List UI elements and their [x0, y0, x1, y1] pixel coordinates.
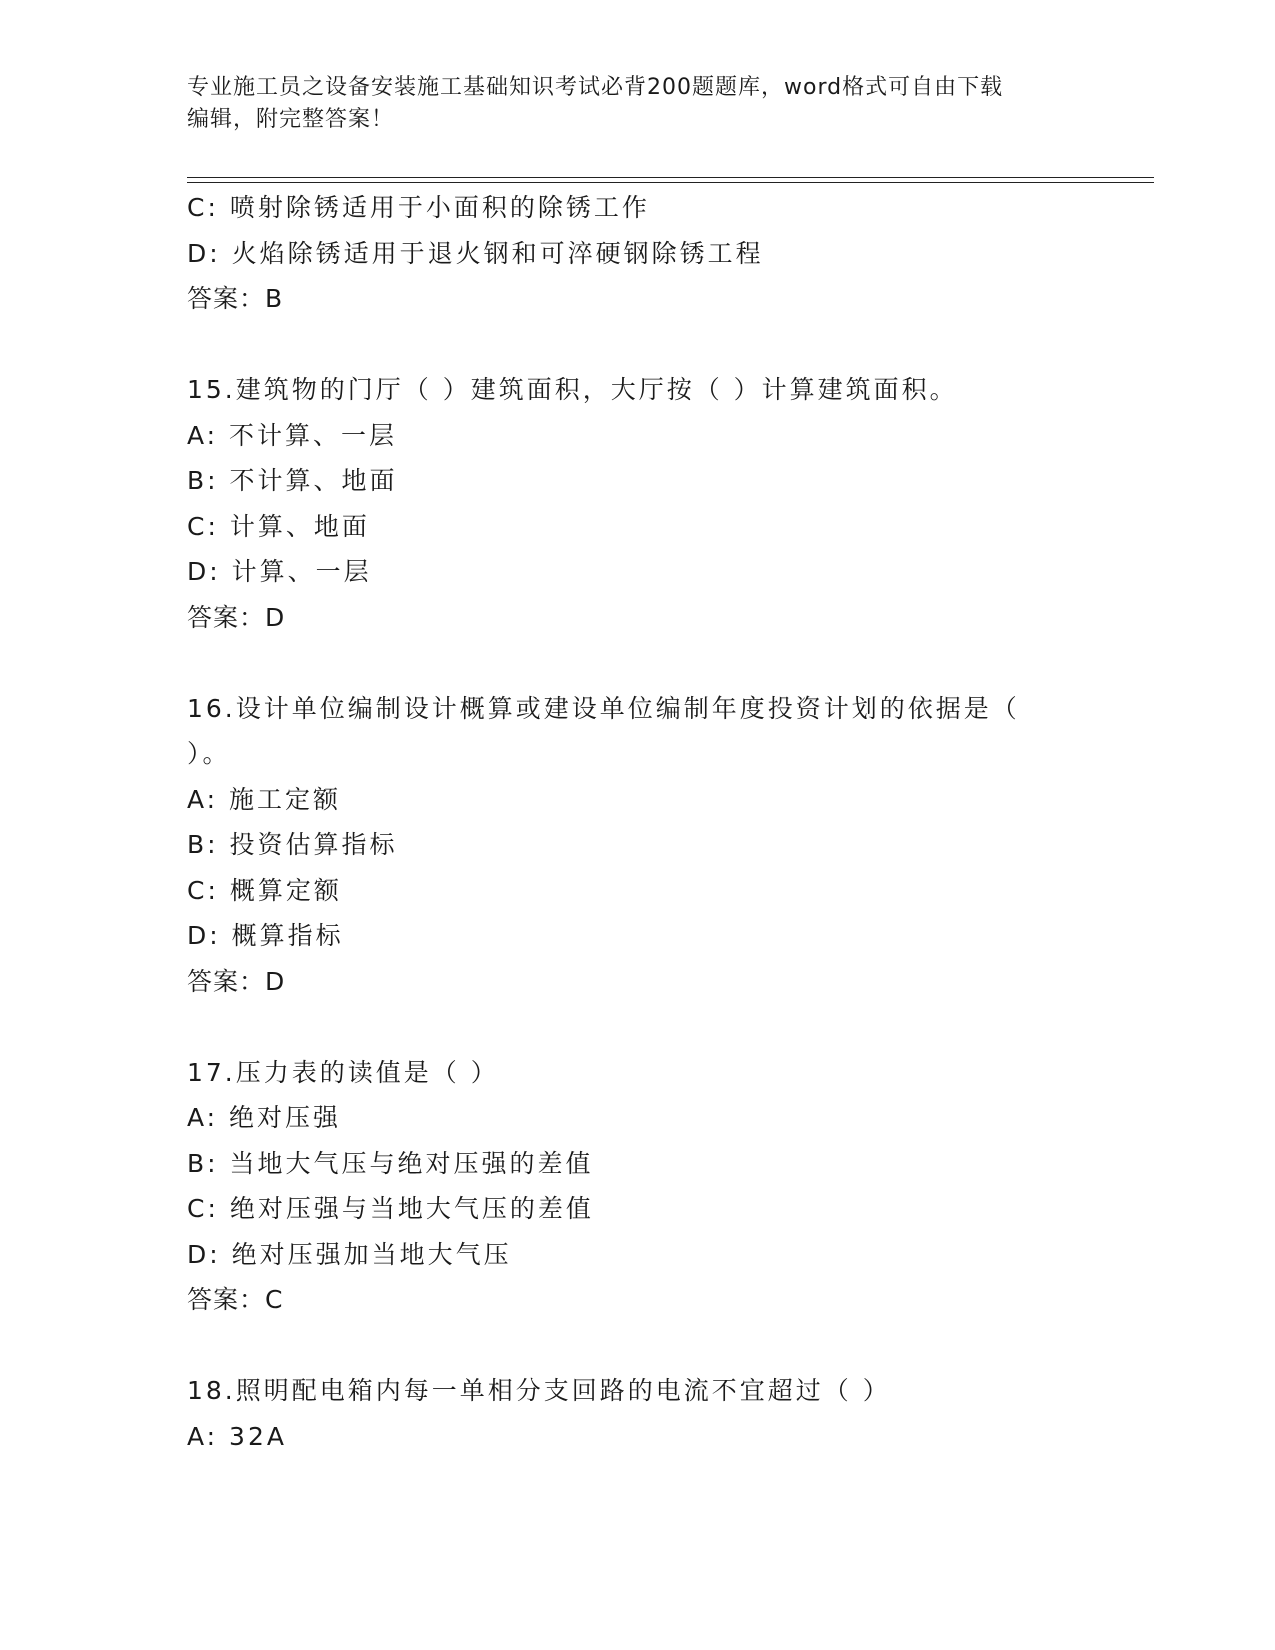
spacer	[187, 640, 1087, 686]
question-block-17	[187, 1050, 1087, 1323]
question-block-15	[187, 367, 1087, 640]
question-block-16	[187, 686, 1087, 1005]
spacer	[187, 322, 1087, 368]
document-header	[187, 72, 1087, 136]
question-text-line2: ）。	[187, 739, 231, 768]
option-d: D: 绝对压强加当地大气压	[187, 1239, 512, 1269]
question-block-18	[187, 1368, 1087, 1459]
option-a: A: 施工定额	[187, 784, 342, 814]
option-d: D: 火焰除锈适用于退火钢和可淬硬钢除锈工程	[187, 238, 764, 268]
answer-line: 答案：C	[187, 1285, 284, 1314]
question-text: 18.照明配电箱内每一单相分支回路的电流不宜超过（ ）	[187, 1376, 891, 1405]
option-c: C: 绝对压强与当地大气压的差值	[187, 1194, 594, 1223]
header-title-line2: 编辑，附完整答案！	[187, 107, 395, 132]
option-b: B: 投资估算指标	[187, 830, 398, 859]
question-block-prev	[187, 185, 1087, 322]
question-text: 15.建筑物的门厅（ ）建筑面积，大厅按（ ）计算建筑面积。	[187, 375, 958, 404]
option-b: B: 不计算、地面	[187, 466, 398, 495]
option-a: A: 32A	[187, 1421, 287, 1451]
question-text: 17.压力表的读值是（ ）	[187, 1057, 499, 1087]
option-a: A: 绝对压强	[187, 1103, 342, 1132]
spacer	[187, 1323, 1087, 1369]
spacer	[187, 1004, 1087, 1050]
header-divider-top	[187, 177, 1154, 178]
option-c: C: 计算、地面	[187, 511, 370, 541]
answer-line: 答案：D	[187, 602, 286, 632]
option-c: C: 喷射除锈适用于小面积的除锈工作	[187, 193, 650, 222]
question-list	[187, 185, 1087, 1459]
option-a: A: 不计算、一层	[187, 420, 398, 450]
answer-line: 答案：D	[187, 966, 286, 996]
header-divider-bottom	[187, 182, 1154, 183]
option-c: C: 概算定额	[187, 875, 342, 905]
answer-line: 答案：B	[187, 284, 284, 313]
option-b: B: 当地大气压与绝对压强的差值	[187, 1148, 594, 1178]
header-title-line1: 专业施工员之设备安装施工基础知识考试必背200题题库，word格式可自由下载	[187, 75, 1004, 100]
question-text-line1: 16.设计单位编制设计概算或建设单位编制年度投资计划的依据是（	[187, 693, 1020, 723]
option-d: D: 概算指标	[187, 921, 344, 950]
option-d: D: 计算、一层	[187, 557, 372, 586]
